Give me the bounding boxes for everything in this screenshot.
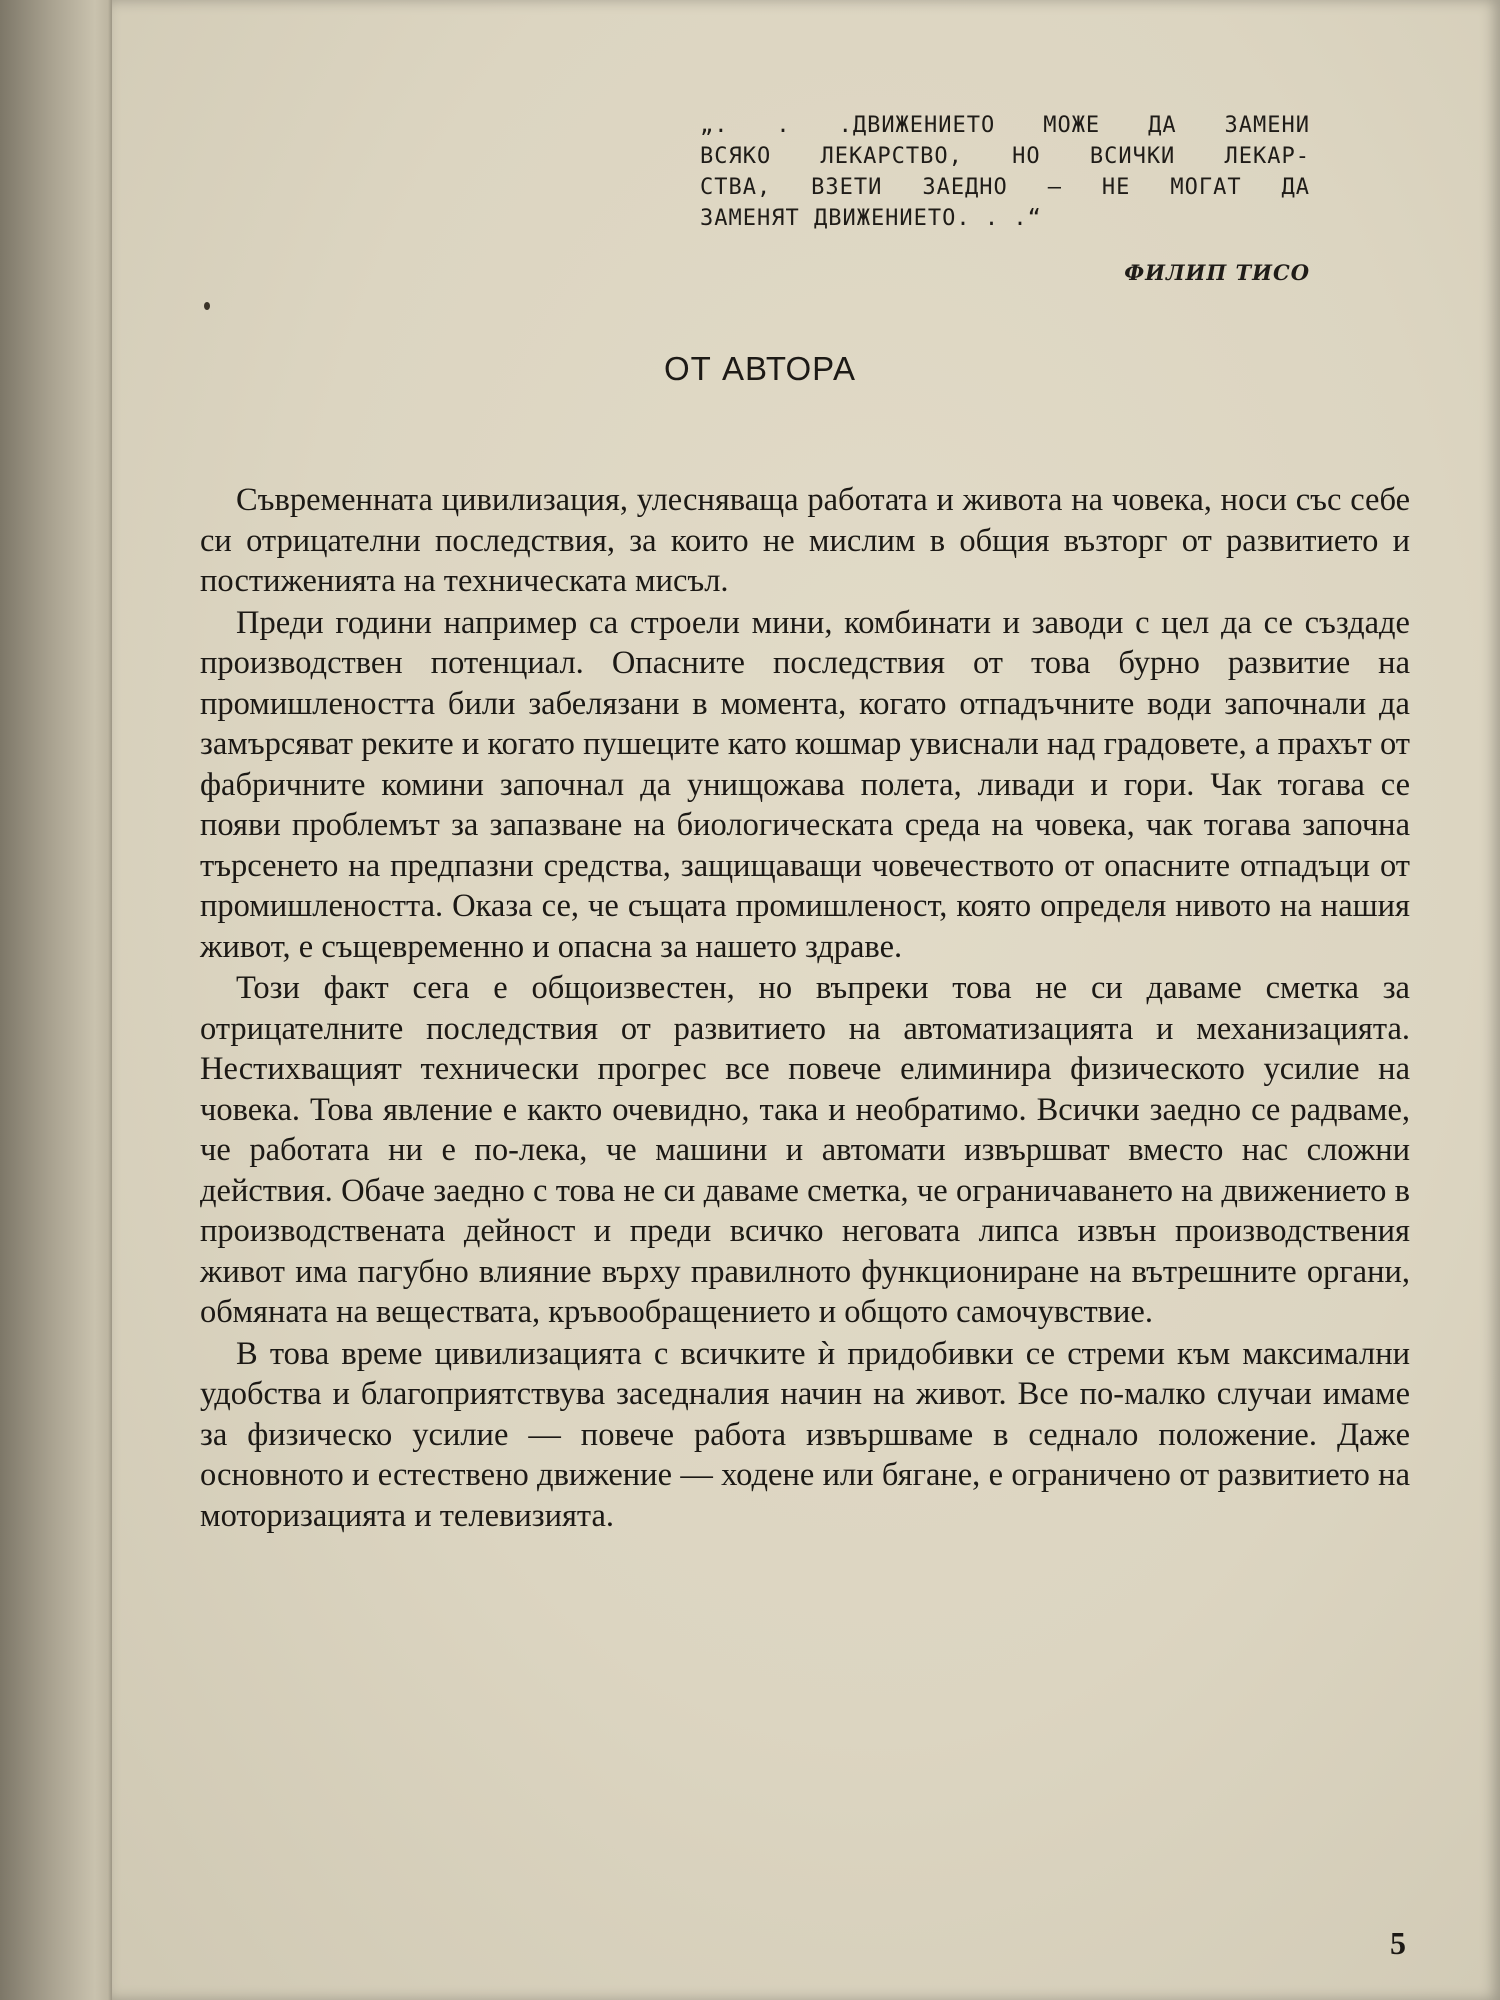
epigraph	[700, 110, 1310, 234]
paragraph-4: В това време цивилизацията с всичките ѝ придобивки се стреми към максимални удобства и благоприятствува заседналия начин на живот. Все по-малко случаи имаме за физическо усилие — повече работа извършваме в седнало положение. Даже основното и естествено движение — ходене или бягане, е ограничено от развитието на моторизацията и телевизията.	[200, 1335, 1410, 1534]
page-number: 5	[1390, 1925, 1406, 1961]
paragraph-3: Този факт сега е общоизвестен, но въпреки това не си даваме сметка за отрицателните последствия от развитието на автоматизацията и механизацията. Нестихващият технически прогрес все повече елиминира физическото усилие на човека. Това явление е както очевидно, така и необратимо. Всички заедно се радваме, че работата ни е по-лека, че машини и автомати извършват вместо нас сложни действия. Обаче заедно с това не си даваме сметка, че ограничаването на движението в производствената дейност и преди всичко неговата липса извън производствения живот има пагубно влияние върху правилното функциониране на вътрешните органи, обмяната на веществата, кръвообращението и общото самочувствие.	[200, 970, 1410, 1330]
epigraph-line-1: „. . .ДВИЖЕНИЕТО МОЖЕ ДА ЗАМЕНИ	[700, 113, 1310, 138]
epigraph-author: ФИЛИП ТИСО	[1124, 260, 1310, 285]
paragraph-1: Съвременната цивилизация, улесняваща работата и живота на човека, носи със себе си отрицателни последствия, за които не мислим в общия възторг от развитието и постиженията на техническата мисъл.	[200, 482, 1410, 599]
body-text	[200, 480, 1410, 1537]
paragraph-2: Преди години например са строели мини, комбинати и заводи с цел да се създаде производствен потенциал. Опасните последствия от това бурно развитие на промишлеността били забелязани в момента, когато отпадъчните води започнали да замърсяват реките и когато пушеците като кошмар увиснали над градовете, а прахът от фабричните комини започнал да унищожава полета, ливади и гори. Чак тогава се появи проблемът за запазване на биологическата среда на човека, чак тогава започна търсенето на предпазни средства, защищаващи човечеството от опасните отпадъци от промишлеността. Оказа се, че същата промишленост, която определя нивото на нашия живот, е същевременно и опасна за нашето здраве.	[200, 604, 1410, 965]
chapter-title: ОТ АВТОРА	[664, 350, 856, 387]
previous-page-edge	[0, 0, 112, 2000]
ink-spot	[204, 302, 210, 310]
epigraph-line-2: ВСЯКО ЛЕКАРСТВО, НО ВСИЧКИ ЛЕКАР-	[700, 144, 1310, 169]
epigraph-line-4: ЗАМЕНЯТ ДВИЖЕНИЕТО. . .“	[700, 206, 1042, 231]
epigraph-line-3: СТВА, ВЗЕТИ ЗАЕДНО — НЕ МОГАТ ДА	[700, 175, 1310, 200]
